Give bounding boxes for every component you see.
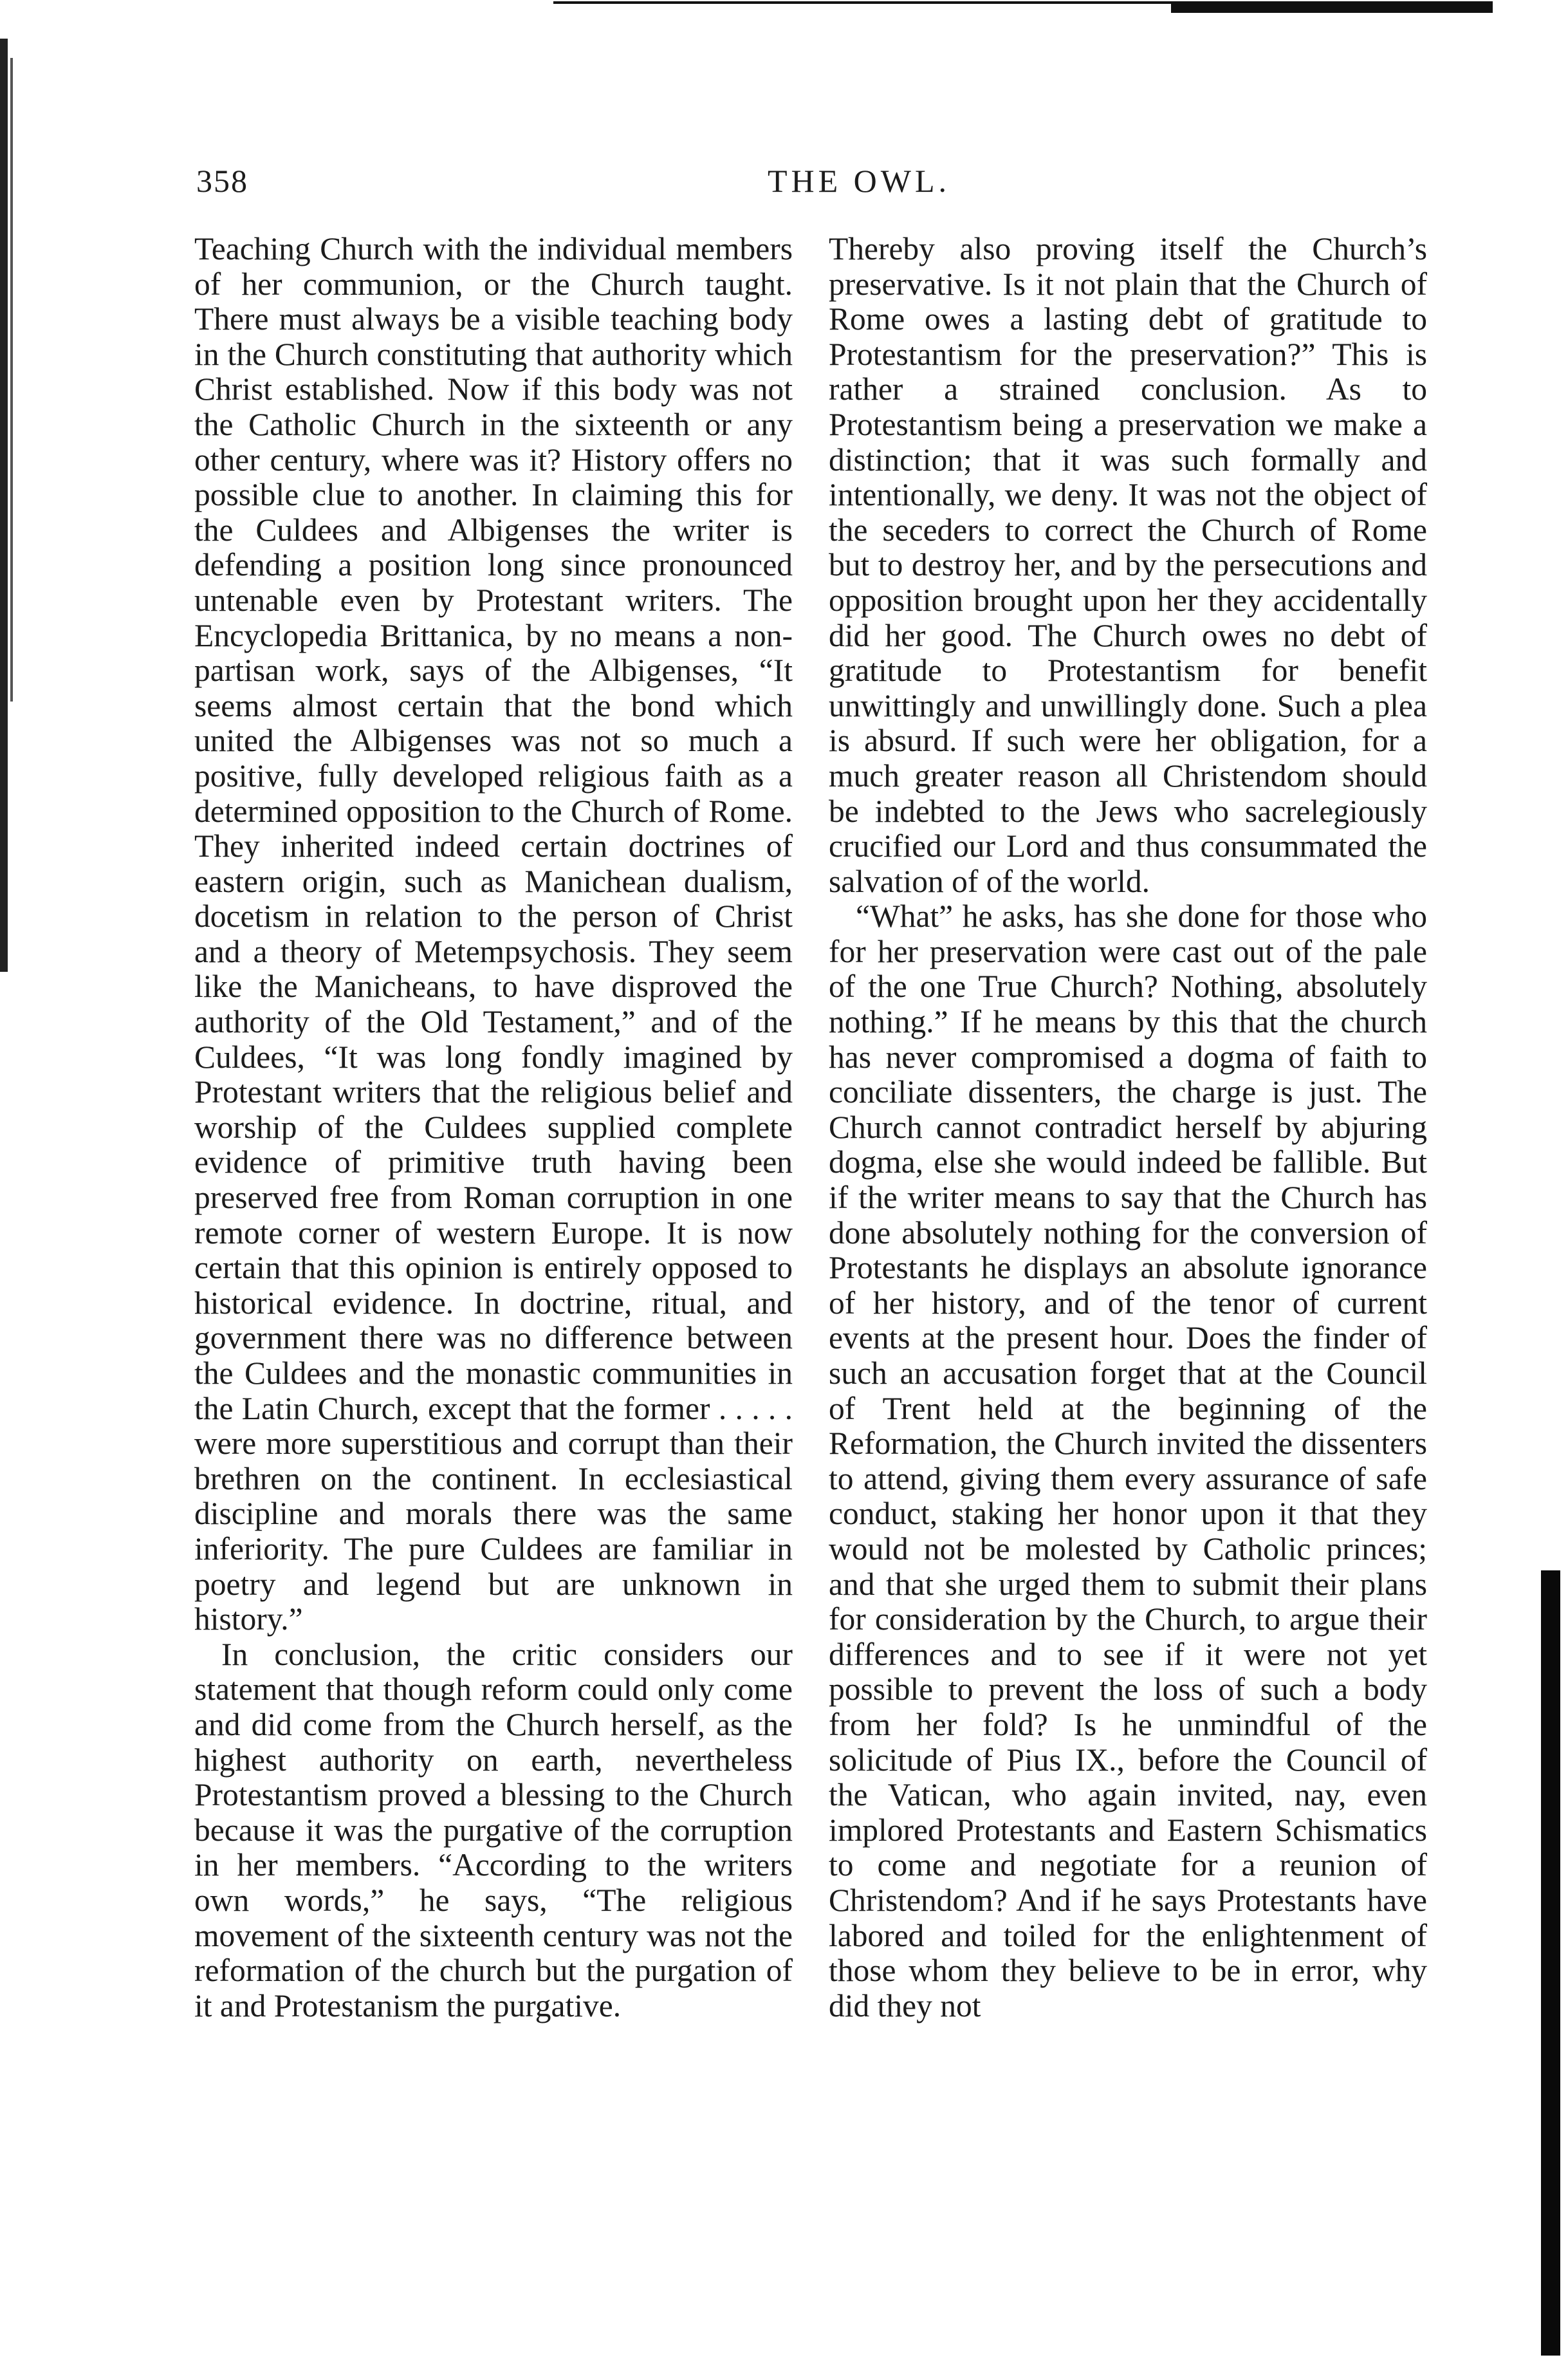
right-column [829, 232, 1427, 2023]
running-title: THE OWL. [767, 163, 951, 199]
left-paragraph-1: Teaching Church with the individual members of her communion, or the Church taught. There must always be a visible teaching body in the Church constituting that authority which Christ established. Now if this body was not the Catholic Church in the sixteenth or any other century, where was it? History offers no possible clue to another. In claiming this for the Culdees and Albigenses the writer is defending a position long since pronounced untenable even by Protestant writers. The Encyclopedia Brittanica, by no means a non-partisan work, says of the Albigenses, “It seems almost certain that the bond which united the Albigenses was not so much a positive, fully developed religious faith as a determined opposition to the Church of Rome. They inherited indeed certain doctrines of eastern origin, such as Manichean dualism, docetism in relation to the person of Christ and a theory of Metempsychosis. They seem like the Manicheans, to have disproved the authority of the Old Testament,” and of the Culdees, “It was long fondly imagined by Protestant writers that the religious belief and worship of the Culdees supplied complete evidence of primitive truth having been preserved free from Roman corruption in one remote corner of western Europe. It is now certain that this opinion is entirely opposed to historical evidence. In doctrine, ritual, and government there was no difference between the Culdees and the monastic communities in the Latin Church, except that the former . . . . . were more superstitious and corrupt than their brethren on the continent. In ecclesiastical discipline and morals there was the same inferiority. The pure Culdees are familiar in poetry and legend but are unknown in history.” [194, 231, 793, 1637]
page-number: 358 [196, 163, 248, 199]
left-column [194, 232, 793, 2023]
page-header [196, 162, 1419, 207]
right-paragraph-2: “What” he asks, has she done for those who for her preservation were cast out of the pale of the one True Church? Nothing, absolutely nothing.” If he means by this that the church has never compromised a dogma of faith to conciliate dissenters, the charge is just. The Church cannot contradict herself by abjuring dogma, else she would indeed be fallible. But if the writer means to say that the Church has done absolutely nothing for the conversion of Protestants he displays an absolute ignorance of her history, and of the tenor of current events at the present hour. Does the finder of such an accusation forget that at the Council of Trent held at the beginning of the Reformation, the Church invited the dissenters to attend, giving them every assurance of safe conduct, staking her honor upon it that they would not be molested by Catholic princes; and that she urged them to submit their plans for consideration by the Church, to argue their differences and to see if it were not yet possible to prevent the loss of such a body from her fold? Is he unmindful of the solicitude of Pius IX., before the Council of the Vatican, who again invited, nay, even implored Protestants and Eastern Schismatics to come and negotiate for a reunion of Christendom? And if he says Protestants have labored and toiled for the enlightenment of those whom they believe to be in error, why did they not [829, 898, 1427, 2023]
page-edge-right-bar [1541, 1570, 1560, 2356]
left-paragraph-2: In conclusion, the critic considers our statement that though reform could only come and did come from the Church herself, as the highest authority on earth, nevertheless Protestantism proved a blessing to the Church because it was the purgative of the corruption in her members. “According to the writers own words,” he says, “The religious movement of the sixteenth century was not the reformation of the church but the purgation of it and Protestanism the purgative. [194, 1636, 793, 2023]
page-edge-shadow [0, 39, 8, 972]
right-paragraph-1: Thereby also proving itself the Church’s preservative. Is it not plain that the Church of Rome owes a lasting debt of gratitude to Protestantism for the preservation?” This is rather a strained conclusion. As to Protestantism being a preservation we make a distinction; that it was such formally and intentionally, we deny. It was not the object of the seceders to correct the Church of Rome but to destroy her, and by the persecutions and opposition brought upon her they accidentally did her good. The Church owes no debt of gratitude to Protestantism for benefit unwittingly and unwillingly done. Such a plea is absurd. If such were her obligation, for a much greater reason all Christendom should be indebted to the Jews who sacrelegiously crucified our Lord and thus consummated the salvation of of the world. [829, 231, 1427, 899]
top-rule [553, 1, 1493, 21]
page-edge-shadow-inner [10, 58, 13, 702]
